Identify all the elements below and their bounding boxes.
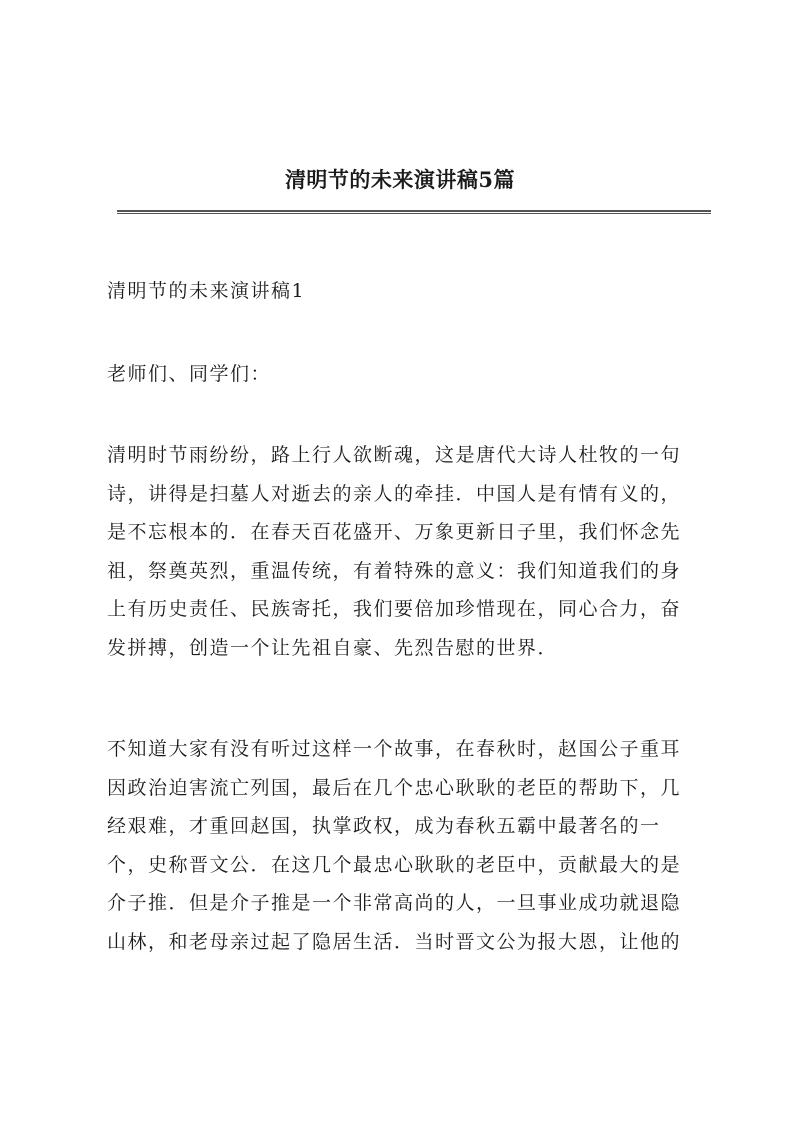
paragraph-1 <box>107 436 713 667</box>
paragraph-line: 发拼搏，创造一个让先祖自豪、先烈告慰的世界． <box>107 636 559 659</box>
section-heading: 清明节的未来演讲稿1 <box>107 280 306 302</box>
paragraph-line: 是不忘根本的．在春天百花盛开、万象更新日子里，我们怀念先 <box>107 521 682 543</box>
paragraph-2 <box>107 730 713 961</box>
paragraph-line: 诗，讲得是扫墓人对逝去的亲人的牵挂．中国人是有情有义的， <box>107 482 682 505</box>
paragraph-line: 山林，和老母亲过起了隐居生活．当时晋文公为报大恩，让他的 <box>107 930 682 953</box>
greeting-line: 老师们、同学们： <box>107 363 272 385</box>
paragraph-line: 经艰难，才重回赵国，执掌政权，成为春秋五霸中最著名的一 <box>107 815 661 837</box>
paragraph-line: 个，史称晋文公．在这几个最忠心耿耿的老臣中，贡献最大的是 <box>107 853 682 876</box>
paragraph-line: 祖，祭奠英烈，重温传统，有着特殊的意义：我们知道我们的身 <box>107 559 682 582</box>
paragraph-line: 清明时节雨纷纷，路上行人欲断魂，这是唐代大诗人杜牧的一句 <box>107 444 682 466</box>
document-title: 清明节的未来演讲稿5篇 <box>284 167 516 192</box>
paragraph-line: 因政治迫害流亡列国，最后在几个忠心耿耿的老臣的帮助下，几 <box>107 776 682 799</box>
title-divider <box>117 210 711 214</box>
paragraph-line: 上有历史责任、民族寄托，我们要倍加珍惜现在，同心合力，奋 <box>107 598 682 620</box>
paragraph-line: 介子推．但是介子推是一个非常高尚的人，一旦事业成功就退隐 <box>107 892 682 914</box>
paragraph-line: 不知道大家有没有听过这样一个故事，在春秋时，赵国公子重耳 <box>107 738 682 760</box>
